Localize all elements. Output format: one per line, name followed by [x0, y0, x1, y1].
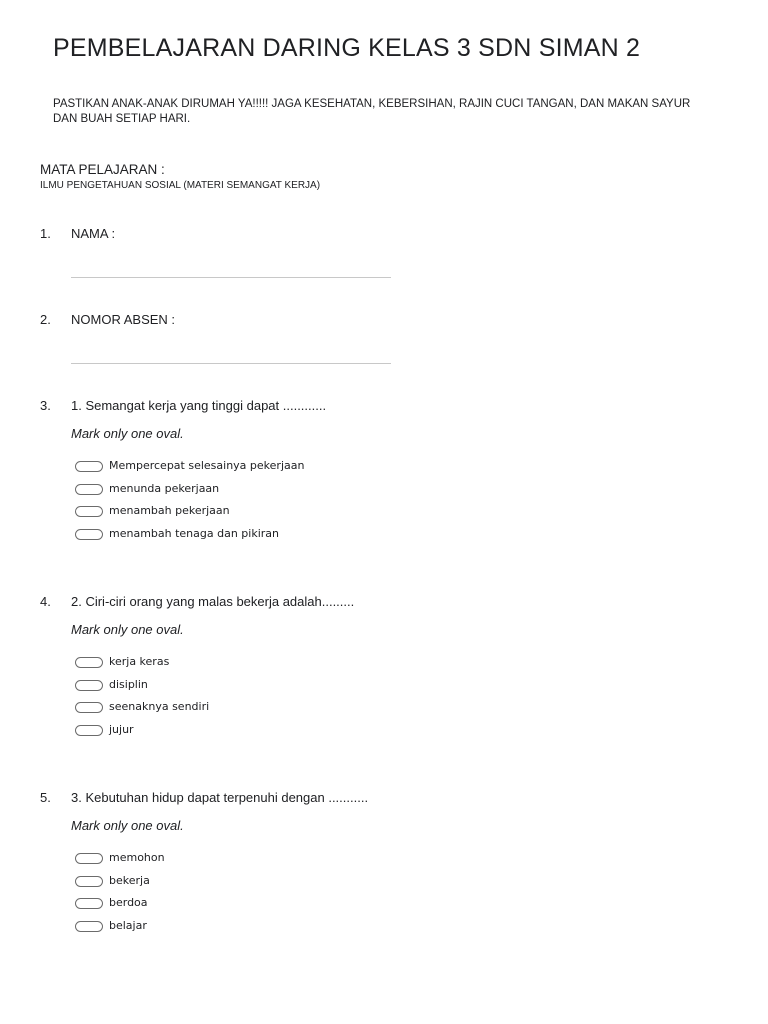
option-item[interactable]	[75, 699, 209, 715]
option-label: jujur	[109, 723, 134, 736]
option-label: disiplin	[109, 678, 148, 691]
section-description: ILMU PENGETAHUAN SOSIAL (MATERI SEMANGAT KERJA)	[40, 180, 321, 191]
question-number: 1.	[40, 226, 51, 241]
option-item[interactable]	[75, 895, 148, 911]
option-label: belajar	[109, 919, 147, 932]
form-title: PEMBELAJARAN DARING KELAS 3 SDN SIMAN 2	[53, 34, 641, 62]
question-hint: Mark only one oval.	[71, 426, 184, 441]
option-label: kerja keras	[109, 655, 170, 668]
question-text: 2. Ciri-ciri orang yang malas bekerja adalah.........	[71, 594, 355, 609]
section-title: MATA PELAJARAN :	[40, 162, 165, 177]
question-text: 3. Kebutuhan hidup dapat terpenuhi dengan ...........	[71, 790, 369, 805]
form-description: PASTIKAN ANAK-ANAK DIRUMAH YA!!!!! JAGA KESEHATAN, KEBERSIHAN, RAJIN CUCI TANGAN, DAN MAKAN SAYUR DAN BUAH SETIAP HARI.	[53, 98, 691, 125]
option-item[interactable]	[75, 873, 150, 889]
option-label: menambah pekerjaan	[109, 504, 230, 517]
question-text: NAMA :	[71, 226, 116, 241]
option-label: Mempercepat selesainya pekerjaan	[109, 459, 305, 472]
option-label: menunda pekerjaan	[109, 482, 220, 495]
radio-oval[interactable]	[75, 461, 103, 472]
radio-oval[interactable]	[75, 853, 103, 864]
radio-oval[interactable]	[75, 506, 103, 517]
radio-oval[interactable]	[75, 484, 103, 495]
option-item[interactable]	[75, 654, 169, 670]
name-answer-field[interactable]	[71, 277, 391, 278]
option-item[interactable]	[75, 850, 165, 866]
question-number: 5.	[40, 790, 51, 805]
question-number: 4.	[40, 594, 51, 609]
option-item[interactable]	[75, 677, 148, 693]
question-hint: Mark only one oval.	[71, 622, 184, 637]
radio-oval[interactable]	[75, 725, 103, 736]
option-item[interactable]	[75, 503, 230, 519]
radio-oval[interactable]	[75, 898, 103, 909]
radio-oval[interactable]	[75, 702, 103, 713]
question-number: 2.	[40, 312, 51, 327]
radio-oval[interactable]	[75, 680, 103, 691]
option-item[interactable]	[75, 722, 134, 738]
question-text: 1. Semangat kerja yang tinggi dapat ............	[71, 398, 327, 413]
option-item[interactable]	[75, 918, 147, 934]
option-label: berdoa	[109, 896, 148, 909]
radio-oval[interactable]	[75, 657, 103, 668]
option-item[interactable]	[75, 481, 219, 497]
option-label: seenaknya sendiri	[109, 700, 210, 713]
question-text: NOMOR ABSEN :	[71, 312, 176, 327]
question-hint: Mark only one oval.	[71, 818, 184, 833]
option-item[interactable]	[75, 458, 304, 474]
option-item[interactable]	[75, 526, 279, 542]
question-number: 3.	[40, 398, 51, 413]
option-label: menambah tenaga dan pikiran	[109, 527, 280, 540]
option-label: memohon	[109, 851, 165, 864]
radio-oval[interactable]	[75, 529, 103, 540]
option-label: bekerja	[109, 874, 150, 887]
radio-oval[interactable]	[75, 921, 103, 932]
absen-number-answer-field[interactable]	[71, 363, 391, 364]
radio-oval[interactable]	[75, 876, 103, 887]
